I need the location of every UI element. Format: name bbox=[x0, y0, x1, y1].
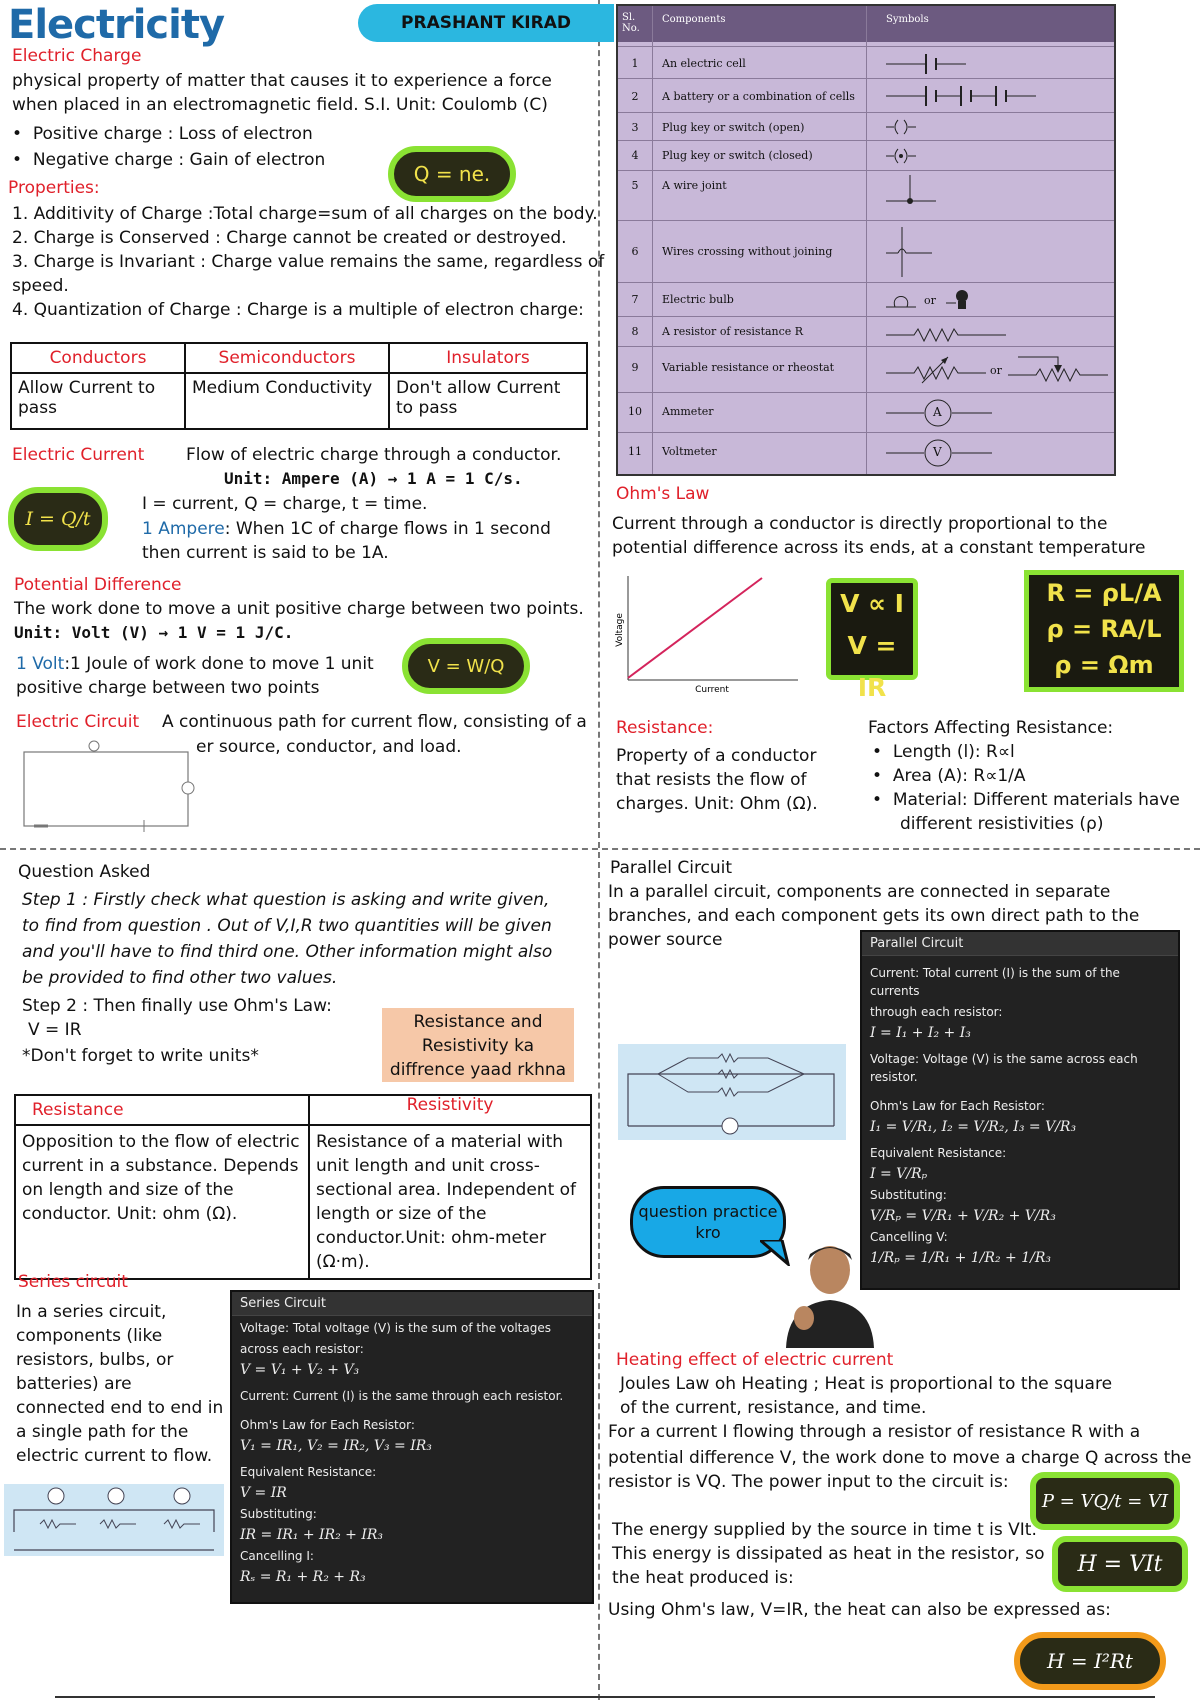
heating-line1: Joules Law oh Heating ; Heat is proportional to the square bbox=[620, 1374, 1113, 1394]
symbol-row-component: A battery or a combination of cells bbox=[662, 90, 855, 103]
materials-cell-semiconductors: Medium Conductivity bbox=[185, 373, 389, 429]
symbol-row-number: 8 bbox=[631, 325, 639, 338]
rr-header-resistance: Resistance bbox=[15, 1095, 309, 1125]
symbol-row-component: Plug key or switch (closed) bbox=[662, 149, 813, 162]
symbol-row bbox=[618, 392, 1114, 433]
parallel-box-subst: Substituting: bbox=[870, 1188, 947, 1202]
series-box-eq2: V₁ = IR₁, V₂ = IR₂, V₃ = IR₃ bbox=[240, 1438, 432, 1454]
series-box-eq5: Rₛ = R₁ + R₂ + R₃ bbox=[240, 1569, 366, 1585]
step1-line1: Step 1 : Firstly check what question is asking and write given, bbox=[22, 890, 550, 910]
symbol-row-component: Wires crossing without joining bbox=[662, 245, 833, 258]
avatar bbox=[778, 1240, 878, 1348]
ohm-equation: V = IR bbox=[847, 631, 897, 702]
symbol-row bbox=[618, 346, 1114, 393]
parallel-def-line2: branches, and each component gets its own direct path to the bbox=[608, 906, 1140, 926]
parallel-box-equiv: Equivalent Resistance: bbox=[870, 1146, 1007, 1160]
series-def-line: connected end to end in bbox=[16, 1398, 224, 1418]
factor-area-text: Area (A): R∝1/A bbox=[892, 766, 1026, 786]
charge-heading: Electric Charge bbox=[12, 46, 142, 66]
symbols-table bbox=[616, 4, 1116, 476]
positive-charge-item: • Positive charge : Loss of electron bbox=[12, 124, 313, 144]
rheostat-symbol-group bbox=[886, 351, 1110, 389]
symbol-row-number: 6 bbox=[631, 245, 639, 258]
parallel-circuit-diagram bbox=[618, 1044, 846, 1140]
symbol-row-component: Voltmeter bbox=[662, 445, 717, 458]
cell-symbol-icon bbox=[886, 51, 1086, 77]
bulb-icon bbox=[886, 287, 916, 313]
ohm-def-line1: Current through a conductor is directly proportional to the bbox=[612, 514, 1108, 534]
symbol-row-number: 10 bbox=[628, 405, 642, 418]
symbol-row-number: 7 bbox=[631, 293, 639, 306]
parallel-box-title: Parallel Circuit bbox=[862, 932, 1178, 956]
materials-table bbox=[10, 342, 588, 430]
ohm-def-line2: potential difference across its ends, at a constant temperature bbox=[612, 538, 1146, 558]
series-circuit-diagram bbox=[4, 1484, 224, 1556]
volt-def-line2: positive charge between two points bbox=[16, 678, 320, 698]
heating-line3: For a current I flowing through a resistor of resistance R with a bbox=[608, 1422, 1141, 1442]
step1-line3: and you'll have to find third one. Other information might also bbox=[22, 942, 553, 962]
materials-header-conductors: Conductors bbox=[11, 343, 185, 373]
symbol-row-component: Ammeter bbox=[662, 405, 714, 418]
question-heading: Question Asked bbox=[18, 862, 151, 882]
symbol-row bbox=[618, 282, 1114, 317]
series-def-line: resistors, bulbs, or bbox=[16, 1350, 174, 1370]
ohm-formula-box bbox=[826, 578, 918, 702]
property-4: 4. Quantization of Charge : Charge is a multiple of electron charge: bbox=[12, 300, 584, 320]
negative-charge-item: • Negative charge : Gain of electron bbox=[12, 150, 326, 170]
parallel-box-eq2: I₁ = V/R₁, I₂ = V/R₂, I₃ = V/R₃ bbox=[870, 1119, 1077, 1135]
series-box-voltage-cont: across each resistor: bbox=[240, 1342, 364, 1356]
ammeter-letter: A bbox=[933, 405, 942, 419]
ohm-heading: Ohm's Law bbox=[616, 484, 710, 504]
resistivity-unit: ρ = Ωm bbox=[1054, 651, 1154, 679]
power-formula-pill: P = VQ/t = VI bbox=[1030, 1472, 1180, 1530]
parallel-box-ohm: Ohm's Law for Each Resistor: bbox=[870, 1099, 1045, 1113]
ampere-def-line2: then current is said to be 1A. bbox=[142, 543, 389, 563]
heating-line7: This energy is dissipated as heat in the resistor, so bbox=[612, 1544, 1045, 1564]
series-box-eq3: V = IR bbox=[240, 1485, 287, 1501]
symbol-row bbox=[618, 170, 1114, 221]
series-def-line: In a series circuit, bbox=[16, 1302, 167, 1322]
series-summary-box bbox=[230, 1290, 594, 1604]
ohm-graph-x-label: Current bbox=[695, 685, 729, 695]
symbol-row-component: A wire joint bbox=[662, 179, 727, 192]
series-def-line: components (like bbox=[16, 1326, 163, 1346]
series-box-equiv: Equivalent Resistance: bbox=[240, 1465, 377, 1479]
circuit-heading: Electric Circuit bbox=[16, 712, 140, 732]
parallel-def-line1: In a parallel circuit, components are connected in separate bbox=[608, 882, 1111, 902]
bulb-symbol-group bbox=[886, 287, 1086, 313]
symbol-row bbox=[618, 316, 1114, 347]
parallel-def-line3: power source bbox=[608, 930, 723, 950]
materials-cell-conductors: Allow Current to pass bbox=[11, 373, 185, 429]
property-3-cont: speed. bbox=[12, 276, 69, 296]
simple-circuit-diagram bbox=[14, 740, 204, 840]
resistance-formula: R = ρL/A bbox=[1046, 579, 1162, 607]
pd-formula-pill: V = W/Q bbox=[402, 638, 530, 694]
parallel-summary-box bbox=[860, 930, 1180, 1290]
symbols-header-component: Components bbox=[662, 14, 726, 25]
heating-line2: of the current, resistance, and time. bbox=[620, 1398, 927, 1418]
symbol-row bbox=[618, 46, 1114, 79]
step2-text: Step 2 : Then finally use Ohm's Law: bbox=[22, 996, 332, 1016]
materials-cell-insulators: Don't allow Current to pass bbox=[389, 373, 587, 429]
symbol-row-component: Plug key or switch (open) bbox=[662, 121, 805, 134]
symbol-row-number: 5 bbox=[631, 179, 639, 192]
series-heading: Series circuit bbox=[18, 1272, 128, 1292]
ampere-def-line1 bbox=[142, 517, 551, 541]
symbol-row-number: 9 bbox=[631, 361, 639, 374]
symbol-row-component: Variable resistance or rheostat bbox=[662, 361, 835, 374]
heating-heading: Heating effect of electric current bbox=[616, 1350, 894, 1370]
charge-def-line2: when placed in an electromagnetic field. S.I. Unit: Coulomb (C) bbox=[12, 95, 548, 115]
symbol-row-number: 1 bbox=[631, 57, 639, 70]
series-box-eq4: IR = IR₁ + IR₂ + IR₃ bbox=[240, 1527, 384, 1543]
difference-note: Resistance and Resistivity ka diffrence yaad rkhna bbox=[382, 1008, 574, 1082]
volt-word: 1 Volt bbox=[16, 654, 65, 674]
wire-joint-icon bbox=[886, 173, 1086, 219]
ohm-graph bbox=[612, 570, 802, 696]
materials-header-insulators: Insulators bbox=[389, 343, 587, 373]
series-def-line: electric current to flow. bbox=[16, 1446, 213, 1466]
symbol-row-component: An electric cell bbox=[662, 57, 746, 70]
symbol-row bbox=[618, 432, 1114, 473]
speech-bubble: question practice kro bbox=[630, 1186, 786, 1258]
properties-heading: Properties: bbox=[8, 178, 100, 198]
parallel-heading: Parallel Circuit bbox=[610, 858, 733, 878]
materials-header-semiconductors: Semiconductors bbox=[185, 343, 389, 373]
pd-unit: Unit: Volt (V) → 1 V = 1 J/C. bbox=[14, 623, 294, 642]
heating-line5: resistor is VQ. The power input to the circuit is: bbox=[608, 1472, 1009, 1492]
joule-formula-pill: H = I²Rt bbox=[1014, 1632, 1166, 1690]
factor-length: • Length (l): R∝l bbox=[872, 742, 1015, 762]
bulb-or-text: or bbox=[924, 294, 936, 307]
volt-def-text: :1 Joule of work done to move 1 unit bbox=[64, 654, 374, 674]
symbols-header-sn: Sl. No. bbox=[622, 12, 640, 34]
resistance-heading: Resistance: bbox=[616, 718, 714, 738]
factor-area: • Area (A): R∝1/A bbox=[872, 766, 1026, 786]
rheostat-or-text: or bbox=[990, 364, 1002, 377]
resistance-resistivity-table bbox=[14, 1094, 592, 1280]
heating-line9: Using Ohm's law, V=IR, the heat can also be expressed as: bbox=[608, 1600, 1111, 1620]
series-box-eq1: V = V₁ + V₂ + V₃ bbox=[240, 1362, 360, 1378]
ampere-word: 1 Ampere bbox=[142, 519, 225, 539]
volt-def-line1 bbox=[16, 652, 374, 676]
series-def-line: batteries) are bbox=[16, 1374, 132, 1394]
rheostat-icon bbox=[886, 351, 986, 389]
closed-switch-icon bbox=[886, 145, 1086, 167]
symbol-row bbox=[618, 140, 1114, 171]
wires-crossing-icon bbox=[886, 225, 1086, 279]
ampere-def-text: : When 1C of charge flows in 1 second bbox=[224, 519, 551, 539]
series-box-voltage: Voltage: Total voltage (V) is the sum of the voltages bbox=[240, 1321, 551, 1335]
current-formula-pill: I = Q/t bbox=[8, 487, 108, 551]
parallel-box-cancel: Cancelling V: bbox=[870, 1230, 948, 1244]
series-box-cancel: Cancelling I: bbox=[240, 1549, 314, 1563]
parallel-box-eq3: I = V/Rₚ bbox=[870, 1166, 928, 1182]
positive-charge-text: Positive charge : Loss of electron bbox=[32, 124, 313, 144]
parallel-box-eq5: 1/Rₚ = 1/R₁ + 1/R₂ + 1/R₃ bbox=[870, 1250, 1051, 1266]
step2-equation: V = IR bbox=[28, 1020, 82, 1040]
series-box-ohm: Ohm's Law for Each Resistor: bbox=[240, 1418, 415, 1432]
current-unit: Unit: Ampere (A) → 1 A = 1 C/s. bbox=[224, 469, 523, 488]
factor-material: • Material: Different materials have bbox=[872, 790, 1180, 810]
ohm-graph-y-label: Voltage bbox=[615, 613, 625, 647]
factor-material-cont: different resistivities (ρ) bbox=[900, 814, 1104, 834]
resistance-def-line3: charges. Unit: Ohm (Ω). bbox=[616, 794, 818, 814]
symbols-header-symbol: Symbols bbox=[886, 14, 929, 25]
current-legend: I = current, Q = charge, t = time. bbox=[142, 494, 428, 514]
factor-length-text: Length (l): R∝l bbox=[892, 742, 1015, 762]
resistivity-formula: ρ = RA/L bbox=[1046, 615, 1162, 643]
symbol-row-number: 2 bbox=[631, 90, 639, 103]
heating-line6: The energy supplied by the source in time t is VIt. bbox=[612, 1520, 1037, 1540]
voltmeter-letter: V bbox=[933, 445, 942, 459]
heat-formula-pill: H = VIt bbox=[1052, 1536, 1188, 1592]
page-title: Electricity bbox=[8, 2, 225, 48]
section-divider bbox=[0, 848, 1200, 850]
heating-line4: potential difference V, the work done to move a charge Q across the bbox=[608, 1448, 1192, 1468]
open-switch-icon bbox=[886, 116, 1086, 138]
current-def: Flow of electric charge through a conductor. bbox=[186, 445, 562, 465]
symbol-row-component: A resistor of resistance R bbox=[662, 325, 804, 338]
units-reminder: *Don't forget to write units* bbox=[22, 1046, 259, 1066]
series-box-title: Series Circuit bbox=[232, 1292, 592, 1316]
resistance-def-line2: that resists the flow of bbox=[616, 770, 807, 790]
factor-material-text: Material: Different materials have bbox=[892, 790, 1180, 810]
factors-heading: Factors Affecting Resistance: bbox=[868, 718, 1114, 738]
step1-line4: be provided to find other two values. bbox=[22, 968, 338, 988]
resistor-icon bbox=[886, 321, 1086, 343]
pd-heading: Potential Difference bbox=[14, 575, 182, 595]
rheostat-alt-icon bbox=[1008, 351, 1108, 389]
series-def bbox=[16, 1300, 223, 1468]
charge-formula-pill: Q = ne. bbox=[388, 146, 516, 202]
series-box-current: Current: Current (I) is the same through each resistor. bbox=[240, 1389, 564, 1403]
symbol-row-number: 4 bbox=[631, 149, 639, 162]
parallel-box-eq4: V/Rₚ = V/R₁ + V/R₂ + V/R₃ bbox=[870, 1208, 1056, 1224]
resistivity-formula-box bbox=[1024, 570, 1184, 692]
charge-def-line1: physical property of matter that causes it to experience a force bbox=[12, 71, 552, 91]
symbol-row bbox=[618, 112, 1114, 141]
parallel-box-eq1: I = I₁ + I₂ + I₃ bbox=[870, 1025, 971, 1041]
battery-symbol-icon bbox=[886, 83, 1086, 109]
heating-line8: the heat produced is: bbox=[612, 1568, 794, 1588]
rr-header-resistivity: Resistivity bbox=[309, 1095, 591, 1125]
bulb-alt-icon bbox=[946, 287, 976, 313]
current-heading: Electric Current bbox=[12, 445, 145, 465]
ammeter-icon bbox=[886, 397, 996, 429]
series-def-line: a single path for the bbox=[16, 1422, 189, 1442]
parallel-box-current: Current: Total current (I) is the sum of the currents bbox=[870, 966, 1120, 998]
rr-cell-resistivity: Resistance of a material with unit length and unit cross-sectional area. Independent of length or size of the conductor.Unit: ohm-meter (Ω·m). bbox=[309, 1125, 591, 1279]
circuit-def-line2: er source, conductor, and load. bbox=[196, 737, 462, 757]
bottom-rule bbox=[55, 1696, 1155, 1698]
rr-cell-resistance: Opposition to the flow of electric current in a substance. Depends on length and size of the conductor. Unit: ohm (Ω). bbox=[15, 1125, 309, 1279]
ohm-proportional: V ∝ I bbox=[840, 589, 904, 618]
pd-def: The work done to move a unit positive charge between two points. bbox=[14, 599, 584, 619]
symbol-row-number: 11 bbox=[628, 445, 642, 458]
property-3: 3. Charge is Invariant : Charge value remains the same, regardless of bbox=[12, 252, 605, 272]
symbol-row-number: 3 bbox=[631, 121, 639, 134]
property-1: 1. Additivity of Charge :Total charge=sum of all charges on the body. bbox=[12, 204, 598, 224]
series-box-subst: Substituting: bbox=[240, 1507, 317, 1521]
step1-line2: to find from question . Out of V,I,R two quantities will be given bbox=[22, 916, 552, 936]
resistance-def-line1: Property of a conductor bbox=[616, 746, 817, 766]
symbol-row-component: Electric bulb bbox=[662, 293, 734, 306]
parallel-box-current-cont: through each resistor: bbox=[870, 1005, 1003, 1019]
circuit-def-line1: A continuous path for current flow, consisting of a bbox=[162, 712, 587, 732]
property-2: 2. Charge is Conserved : Charge cannot be created or destroyed. bbox=[12, 228, 567, 248]
symbol-row bbox=[618, 78, 1114, 113]
parallel-box-voltage: Voltage: Voltage (V) is the same across each resistor. bbox=[870, 1052, 1138, 1084]
negative-charge-text: Negative charge : Gain of electron bbox=[32, 150, 326, 170]
symbol-row bbox=[618, 220, 1114, 283]
voltmeter-icon bbox=[886, 437, 996, 469]
author-banner: PRASHANT KIRAD bbox=[358, 4, 614, 42]
